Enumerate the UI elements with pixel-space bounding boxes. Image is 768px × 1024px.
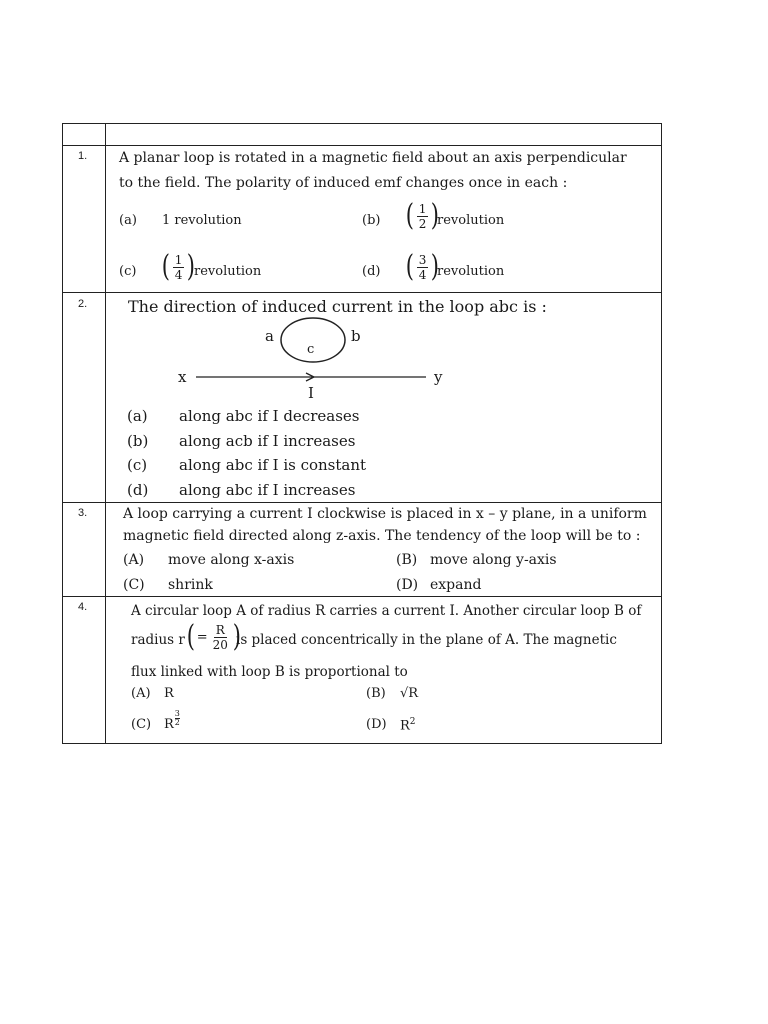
q1-option-d-numerator: 3	[418, 252, 427, 267]
q3-text-line2: magnetic field directed along z-axis. The tendency of the loop will be to :	[123, 528, 641, 544]
q3-text-line1: A loop carrying a current I clockwise is placed in x – y plane, in a uniform	[123, 506, 647, 522]
q4-option-b-text: √R	[400, 686, 419, 701]
row-divider-2	[62, 502, 662, 503]
q1-option-c-label: (c)	[119, 264, 137, 279]
q1-option-d-denominator: 4	[418, 267, 427, 282]
label-b: b	[351, 327, 361, 345]
q1-option-b-denominator: 2	[418, 216, 427, 231]
q2-option-a-text: along abc if I decreases	[179, 407, 360, 425]
label-current-i: I	[308, 384, 314, 400]
q2-loop-wire-diagram	[170, 316, 460, 400]
q3-option-b-text: move along y-axis	[430, 552, 557, 568]
q2-option-d-label: (d)	[127, 481, 149, 499]
q1-option-b-text: revolution	[437, 213, 505, 228]
q4-option-d-base: R	[400, 718, 410, 734]
q4-option-c-value	[164, 709, 180, 734]
q1-option-d-label: (d)	[362, 264, 381, 279]
q3-option-a-label: (A)	[123, 552, 145, 568]
q4-text-radius: radius r	[131, 632, 185, 648]
q1-option-d-fraction: ( $\frac{3}{4}$ )	[405, 249, 440, 284]
q1-option-c-numerator: 1	[174, 252, 183, 267]
question-number-1: 1.	[78, 150, 88, 162]
label-c: c	[307, 342, 315, 357]
q2-option-b-label: (b)	[127, 432, 149, 450]
q1-option-b-label: (b)	[362, 213, 381, 228]
q4-option-a-label: (A)	[131, 686, 151, 701]
q1-option-b-numerator: 1	[418, 201, 427, 216]
header-row-divider	[62, 145, 662, 146]
q2-text: The direction of induced current in the loop abc is :	[128, 297, 547, 316]
q3-option-b-label: (B)	[396, 552, 418, 568]
q4-fraction-numerator: R	[215, 622, 225, 637]
row-divider-3	[62, 596, 662, 597]
q4-text-line1: A circular loop A of radius R carries a current I. Another circular loop B of	[131, 603, 642, 619]
q1-option-a-text: 1 revolution	[162, 213, 242, 228]
q4-option-b-label: (B)	[366, 686, 386, 701]
q4-text-line2-rest: is placed concentrically in the plane of A. The magnetic	[236, 632, 617, 648]
q4-option-c-exp-num: 3	[174, 709, 180, 718]
q4-text-line3: flux linked with loop B is proportional to	[131, 664, 408, 680]
q3-option-d-label: (D)	[396, 577, 419, 593]
q4-radius-fraction: ( = $\frac{R}{20}$ )	[186, 619, 241, 654]
q1-text-line1: A planar loop is rotated in a magnetic field about an axis perpendicular	[119, 150, 627, 166]
q4-option-c-base: R	[164, 717, 174, 732]
q4-option-c-exp-den: 2	[174, 718, 180, 727]
q3-option-d-text: expand	[430, 577, 482, 593]
q2-option-a-label: (a)	[127, 407, 148, 425]
q4-option-d-value	[400, 717, 416, 733]
q3-option-c-text: shrink	[168, 577, 213, 593]
label-x: x	[178, 368, 187, 386]
q4-option-c-label: (C)	[131, 717, 152, 732]
q2-option-d-text: along abc if I increases	[179, 481, 356, 499]
question-number-3: 3.	[78, 507, 88, 519]
q1-option-a-label: (a)	[119, 213, 137, 228]
q1-option-c-fraction: ( $\frac{1}{4}$ )	[161, 249, 196, 284]
q1-option-c-denominator: 4	[174, 267, 183, 282]
q2-option-b-text: along acb if I increases	[179, 432, 356, 450]
q3-option-a-text: move along x-axis	[168, 552, 295, 568]
label-a: a	[265, 327, 274, 345]
number-column-divider	[105, 123, 106, 744]
q4-fraction-denominator: 20	[212, 637, 228, 652]
question-number-4: 4.	[78, 601, 88, 613]
row-divider-1	[62, 292, 662, 293]
q4-equals-sign: =	[196, 629, 208, 645]
q1-option-b-fraction: ( $\frac{1}{2}$ )	[405, 198, 440, 233]
q1-text-line2: to the field. The polarity of induced emf changes once in each :	[119, 175, 568, 191]
label-y: y	[434, 368, 443, 386]
q2-option-c-text: along abc if I is constant	[179, 456, 367, 474]
q4-option-d-exponent: 2	[409, 717, 416, 727]
question-number-2: 2.	[78, 298, 88, 310]
q4-option-d-label: (D)	[366, 717, 387, 732]
q4-option-a-text: R	[164, 686, 174, 701]
q2-option-c-label: (c)	[127, 456, 148, 474]
q3-option-c-label: (C)	[123, 577, 145, 593]
q1-option-d-text: revolution	[437, 264, 505, 279]
q1-option-c-text: revolution	[194, 264, 262, 279]
